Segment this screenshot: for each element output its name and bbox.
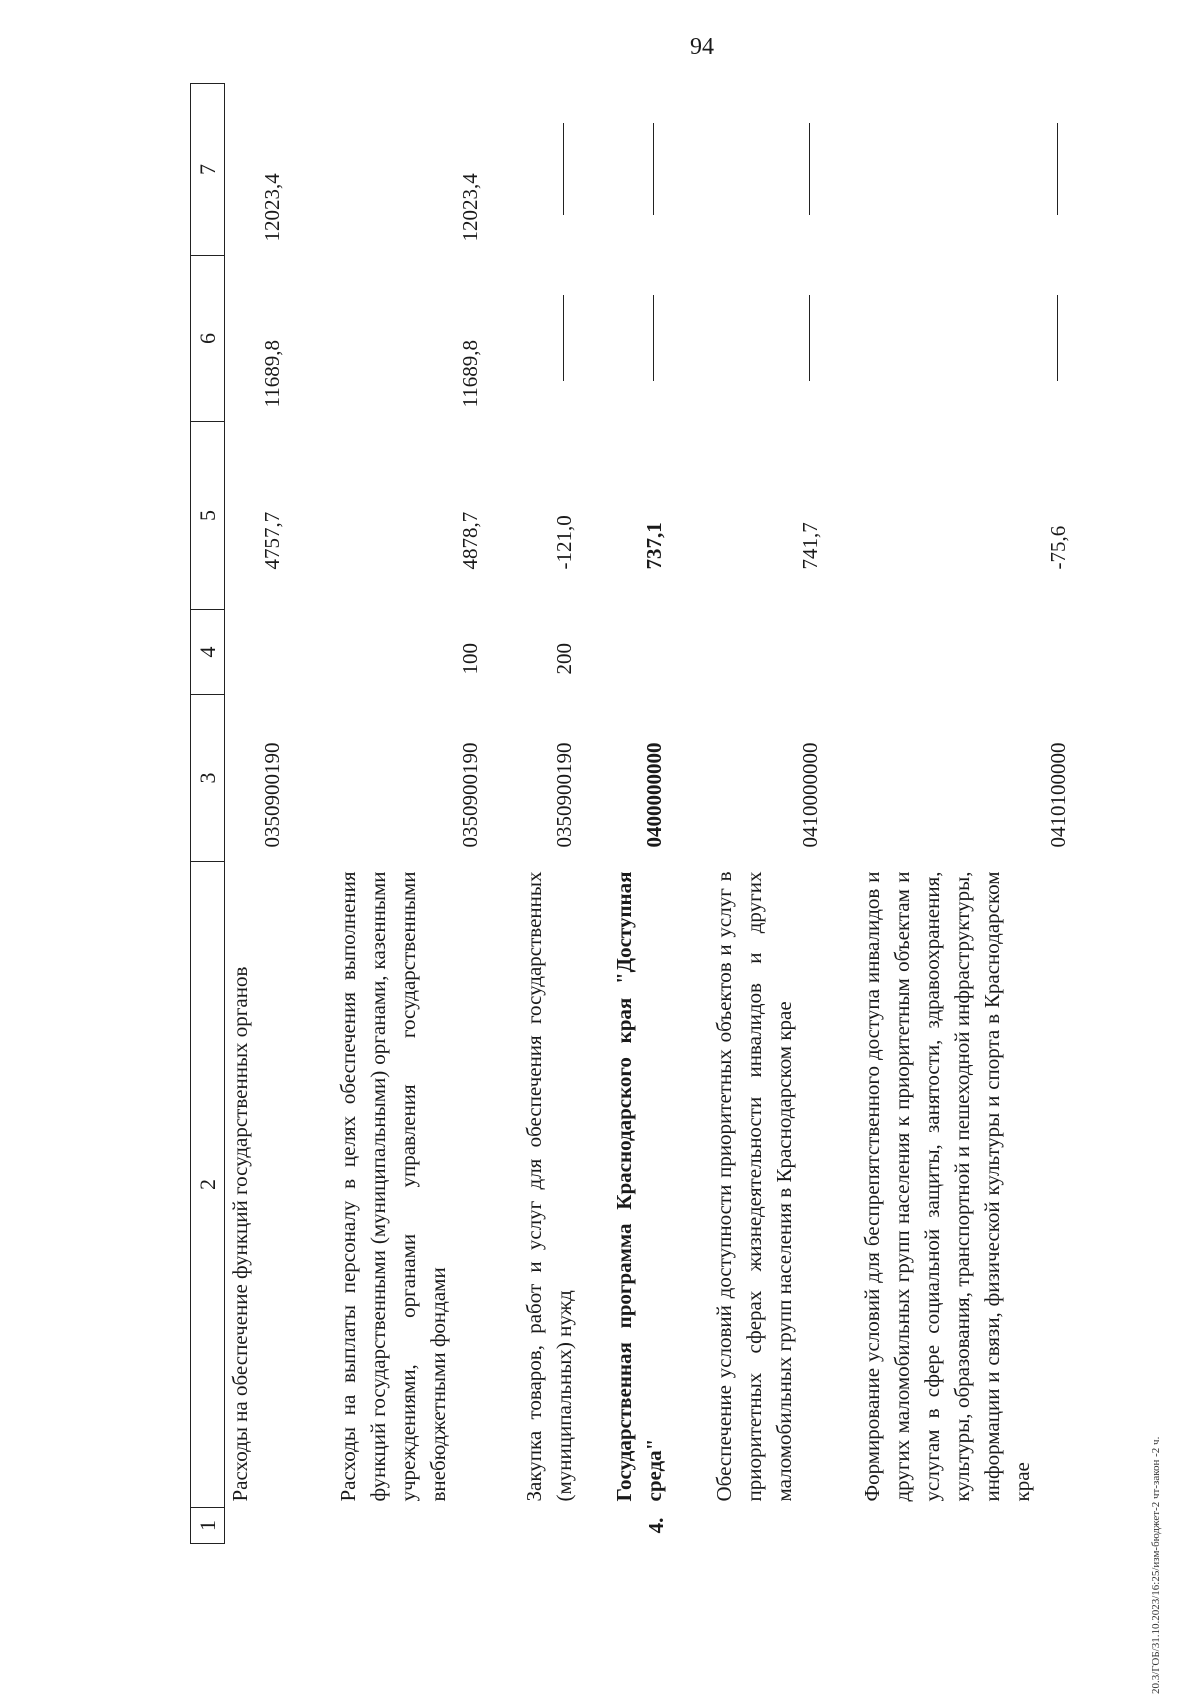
row-name: Закупка товаров, работ и услуг для обеспечения государственных (муниципальных) нужд <box>521 871 576 1502</box>
column-header-4: 4 <box>191 610 225 695</box>
budget-table <box>190 83 1107 1544</box>
row-name: Расходы на обеспечение функций государственных органов <box>228 966 252 1502</box>
row-value-5: 737,1 <box>641 522 666 570</box>
row-value-7 <box>517 84 607 256</box>
row-expense-type <box>845 610 1107 695</box>
row-expense-type: 200 <box>551 643 576 675</box>
dash-mark <box>1057 124 1058 216</box>
column-header-6: 6 <box>191 256 225 422</box>
row-value-5: 4878,7 <box>457 511 482 570</box>
dash-mark <box>653 296 654 382</box>
row-value-7 <box>695 84 845 256</box>
column-header-2: 2 <box>191 862 225 1508</box>
row-value-7: 12023,4 <box>260 173 284 242</box>
table-row <box>327 84 517 1544</box>
row-value-6 <box>607 256 695 422</box>
table-row <box>517 84 607 1544</box>
row-value-7: 12023,4 <box>457 173 482 242</box>
row-value-7 <box>845 84 1107 256</box>
row-code: 0350900190 <box>260 742 284 848</box>
row-code: 0350900190 <box>551 742 576 848</box>
row-number <box>695 1508 845 1544</box>
row-value-7 <box>607 84 695 256</box>
column-header-3: 3 <box>191 695 225 862</box>
column-header-7: 7 <box>191 84 225 256</box>
row-name: Расходы на выплаты персоналу в целях обеспечения выполнения функций государственными (муниципальными) органами, казенными учреждениями, органами управления государственными внебюджетными фондами <box>335 871 450 1502</box>
row-code: 0410000000 <box>797 742 822 848</box>
row-number: 4. <box>643 1517 668 1534</box>
row-number <box>327 1508 517 1544</box>
dash-mark <box>809 296 810 382</box>
dash-mark <box>809 124 810 216</box>
row-name: Государственная программа Краснодарского края "Доступная среда" <box>611 871 666 1502</box>
row-name: Формирование условий для беспрепятственного доступа инвалидов и других маломобильных групп населения к приоритетным объектам и услугам в сфере социальной защиты, занятости, здравоохранения, культуры, образования, транспортной и пешеходной инфраструктуры, информации и связи, физической культуры и спорта в Краснодарском крае <box>859 871 1034 1502</box>
row-value-6 <box>695 256 845 422</box>
row-value-5: 4757,7 <box>260 511 284 570</box>
dash-mark <box>1057 296 1058 382</box>
row-value-5: -121,0 <box>551 515 576 570</box>
table-row <box>695 84 845 1544</box>
table-row <box>225 84 327 1544</box>
row-value-5: -75,6 <box>1045 525 1070 570</box>
row-number <box>845 1508 1107 1544</box>
budget-table-rotated <box>190 84 1150 1544</box>
row-value-6: 11689,8 <box>457 340 482 408</box>
row-expense-type <box>225 610 257 695</box>
row-value-5: 741,7 <box>797 522 822 570</box>
row-name: Обеспечение условий доступности приоритетных объектов и услуг в приоритетных сферах жизнедеятельности инвалидов и других маломобильных групп населения в Краснодарском крае <box>711 871 796 1502</box>
table-row <box>607 84 695 1544</box>
row-code: 0350900190 <box>457 742 482 848</box>
row-code: 0410100000 <box>1045 742 1070 848</box>
table-row <box>845 84 1107 1544</box>
page-number: 94 <box>690 34 714 60</box>
dash-mark <box>563 124 564 216</box>
row-value-6 <box>517 256 607 422</box>
row-expense-type <box>607 610 695 695</box>
row-value-6: 11689,8 <box>260 340 284 408</box>
row-code: 0400000000 <box>641 742 666 848</box>
column-header-5: 5 <box>191 422 225 610</box>
document-footer: 20.3/ГОБ/31.10.2023/16:25/изм-бюджет-2 чт-закон -2 ч. <box>1150 1436 1162 1694</box>
row-expense-type <box>695 610 845 695</box>
column-header-1: 1 <box>191 1508 225 1544</box>
row-value-6 <box>845 256 1107 422</box>
row-expense-type: 100 <box>457 643 482 675</box>
dash-mark <box>563 296 564 382</box>
dash-mark <box>653 124 654 216</box>
row-number <box>225 1508 327 1544</box>
row-number <box>517 1508 607 1544</box>
table-header-row <box>191 84 225 1544</box>
